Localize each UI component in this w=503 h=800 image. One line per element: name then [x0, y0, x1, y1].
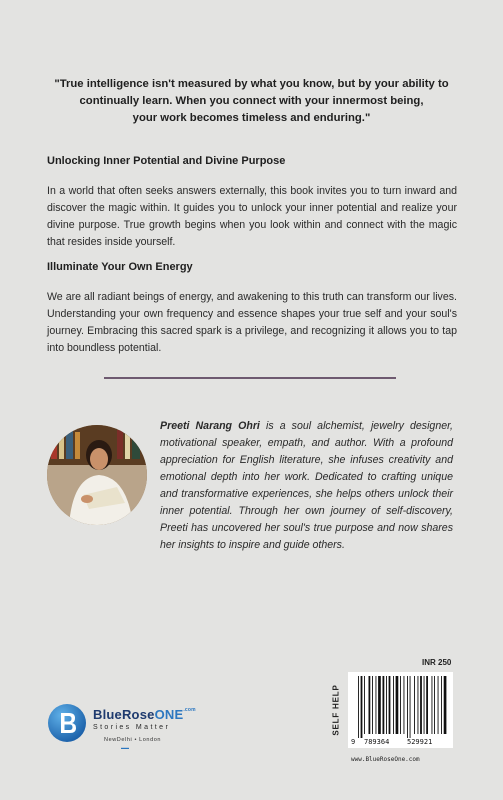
publisher-brand: [93, 707, 196, 750]
author-name: Preeti Narang Ohri: [160, 420, 260, 432]
barcode-bar: [389, 676, 391, 734]
quote-line-3: your work becomes timeless and enduring.": [132, 112, 371, 124]
barcode-bar: [361, 676, 363, 738]
divider-line: [104, 377, 396, 379]
barcode-bar: [407, 676, 408, 738]
publisher-name: BlueRoseONE$^{.com}$: [93, 707, 196, 722]
svg-text:9: 9: [351, 738, 356, 746]
author-bio-text: is a soul alchemist, jewelry designer, motivational speaker, empath, and author. With a profound appreciation for English literature, she infuses creativity and emotional depth into her work. Dedicated to crafting unique and transformative experiences, she helps others unlock their inner potential. Through her own journey of self-discovery, Preeti has uncovered her soul's true purpose and now shares her insights to inspire and guide others.: [160, 420, 453, 551]
quote-line-2: continually learn. When you connect with your innermost being,: [79, 95, 424, 107]
barcode-bar: [400, 676, 401, 734]
barcode-bar: [414, 676, 415, 734]
section2-heading: Illuminate Your Own Energy: [47, 261, 193, 273]
price-label: INR 250: [422, 658, 452, 667]
barcode-bar: [396, 676, 399, 734]
barcode-bar: [434, 676, 435, 734]
barcode-bar: [383, 676, 385, 734]
author-bio: [160, 418, 453, 554]
barcode-bar: [432, 676, 433, 734]
section2-body: We are all radiant beings of energy, and awakening to this truth can transform our lives. Understanding your own frequency and essence shapes your true self and your soul's journey. Embracing this sacred spark is a privilege, and recognizing it allows you to tap into boundless potential.: [47, 291, 457, 354]
isbn-barcode: [348, 672, 453, 748]
back-cover-quote: [30, 76, 473, 127]
publisher-mini-mark-icon: ▬▬: [121, 745, 129, 750]
barcode-bar: [426, 676, 428, 734]
barcode-bar: [369, 676, 371, 734]
section1-heading: Unlocking Inner Potential and Divine Purpose: [47, 155, 286, 167]
publisher-locations: NewDelhi • London: [104, 737, 162, 743]
barcode-bar: [378, 676, 381, 734]
barcode-bar: [410, 676, 411, 738]
barcode-bar: [418, 676, 419, 734]
svg-text:529921: 529921: [407, 738, 433, 746]
barcode-bar: [358, 676, 359, 738]
barcode-bar: [386, 676, 387, 734]
barcode-bar: [441, 676, 442, 734]
barcode-bar: [424, 676, 425, 734]
barcode-bar: [376, 676, 377, 734]
quote-line-1: "True intelligence isn't measured by what you know, but by your ability to: [54, 78, 449, 90]
category-label: SELF HELP: [331, 684, 341, 736]
section1-body: In a world that often seeks answers externally, this book invites you to turn inward and discover the magic within. It guides you to unlock your inner potential and realize your divine purpose. True growth begins when you look within and connect with the magic that resides inside yourself.: [47, 185, 457, 248]
bluerose-logo-icon: [47, 703, 87, 743]
publisher-website: www.BlueRoseOne.com: [351, 756, 420, 763]
publisher-tagline: Stories Matter: [93, 724, 171, 731]
barcode-bar: [372, 676, 373, 734]
svg-text:789364: 789364: [364, 738, 390, 746]
barcode-bar: [420, 676, 422, 734]
barcode-bar: [404, 676, 405, 734]
barcode-bar: [438, 676, 439, 734]
barcode-bar: [444, 676, 447, 734]
author-photo: [47, 425, 147, 525]
barcode-bar: [364, 676, 365, 734]
barcode-bar: [393, 676, 394, 734]
